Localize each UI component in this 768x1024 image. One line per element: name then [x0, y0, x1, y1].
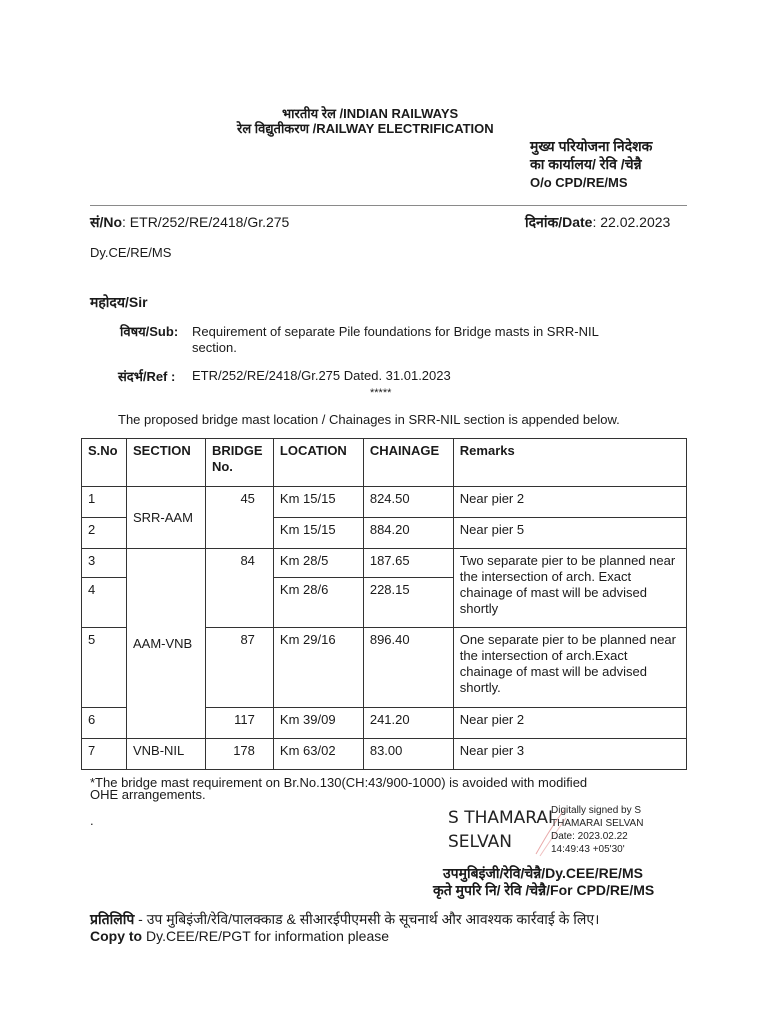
dot-mark: .: [90, 813, 94, 828]
cell-sno: 2: [82, 518, 127, 549]
col-header-remarks: Remarks: [453, 439, 686, 487]
cell-remarks: Two separate pier to be planned near the intersection of arch. Exact chainage of mast will be advised shortly: [453, 549, 686, 628]
copy-english-label: Copy to: [90, 928, 143, 944]
subject-line-1: Requirement of separate Pile foundations for Bridge masts in SRR-NIL: [192, 324, 599, 339]
col-header-sno: S.No: [82, 439, 127, 487]
copy-english: [90, 928, 389, 944]
signature-info-line-3: Date: 2023.02.22: [551, 831, 628, 842]
col-header-section: SECTION: [126, 439, 205, 487]
reference-label: संदर्भ/Ref :: [118, 369, 176, 384]
header-line-2: रेल विद्युतीकरण /RAILWAY ELECTRIFICATION: [237, 121, 494, 136]
date-value: : 22.02.2023: [592, 214, 671, 230]
col-header-location: LOCATION: [273, 439, 363, 487]
header-line-1: भारतीय रेल /INDIAN RAILWAYS: [282, 106, 459, 121]
cell-section: SRR-AAM: [126, 487, 205, 549]
cell-section: VNB-NIL: [126, 739, 205, 770]
cell-location: Km 15/15: [273, 518, 363, 549]
cell-bridge: 117: [205, 708, 273, 739]
cell-chainage: 228.15: [363, 578, 453, 628]
cell-remarks: Near pier 5: [453, 518, 686, 549]
copy-hindi: [90, 910, 599, 929]
cell-chainage: 884.20: [363, 518, 453, 549]
ref-number: [90, 213, 289, 232]
cell-location: Km 63/02: [273, 739, 363, 770]
subject-label: विषय/Sub:: [120, 324, 179, 339]
cell-location: Km 28/5: [273, 549, 363, 578]
cell-sno: 5: [82, 628, 127, 708]
cell-chainage: 241.20: [363, 708, 453, 739]
cell-chainage: 824.50: [363, 487, 453, 518]
cell-bridge: 178: [205, 739, 273, 770]
cell-sno: 3: [82, 549, 127, 578]
cell-chainage: 896.40: [363, 628, 453, 708]
signature-info-line-4: 14:49:43 +05'30': [551, 844, 625, 855]
ref-number-label: सं/No: [90, 214, 123, 230]
cell-chainage: 83.00: [363, 739, 453, 770]
signature-info-line-2: THAMARAI SELVAN: [551, 818, 644, 829]
addressee: Dy.CE/RE/MS: [90, 245, 172, 260]
col-header-chainage: CHAINAGE: [363, 439, 453, 487]
date-label: दिनांक/Date: [525, 214, 593, 230]
header-divider: [90, 205, 687, 206]
separator-stars: *****: [370, 387, 392, 399]
copy-hindi-label: प्रतिलिपि: [90, 911, 135, 927]
cell-remarks: One separate pier to be planned near the intersection of arch.Exact chainage of mast will be advised shortly.: [453, 628, 686, 708]
office-line-3: O/o CPD/RE/MS: [530, 175, 628, 190]
table-row: [82, 487, 687, 518]
cell-remarks: Near pier 3: [453, 739, 686, 770]
signature-name-line-2: SELVAN: [448, 832, 513, 852]
subject-line-2: section.: [192, 340, 237, 355]
cell-remarks: Near pier 2: [453, 708, 686, 739]
designation-line-1: उपमुबिइंजी/रेवि/चेन्नै/Dy.CEE/RE/MS: [443, 865, 643, 881]
cell-section: AAM-VNB: [126, 549, 205, 739]
bridge-mast-table: [81, 438, 687, 770]
cell-location: Km 15/15: [273, 487, 363, 518]
cell-location: Km 28/6: [273, 578, 363, 628]
cell-sno: 7: [82, 739, 127, 770]
table-row: [82, 739, 687, 770]
intro-text: The proposed bridge mast location / Chainages in SRR-NIL section is appended below.: [118, 412, 620, 427]
col-header-bridge: BRIDGE No.: [205, 439, 273, 487]
cell-location: Km 39/09: [273, 708, 363, 739]
cell-bridge: 45: [205, 487, 273, 549]
office-line-1: मुख्य परियोजना निदेशक: [530, 138, 653, 154]
designation-line-2: कृते मुपरि नि/ रेवि /चेन्नै/For CPD/RE/MS: [433, 882, 655, 898]
office-line-2: का कार्यालय/ रेवि /चेन्नै: [530, 156, 642, 172]
copy-hindi-text: - उप मुबिइंजी/रेवि/पालक्काड & सीआरईपीएमसी के सूचनार्थ और आवश्यक कार्रवाई के लिए।: [134, 911, 600, 927]
cell-sno: 4: [82, 578, 127, 628]
signature-info: [551, 804, 643, 856]
cell-sno: 1: [82, 487, 127, 518]
cell-bridge: 84: [205, 549, 273, 628]
reference-value: ETR/252/RE/2418/Gr.275 Dated. 31.01.2023: [192, 368, 451, 383]
footnote: *The bridge mast requirement on Br.No.130(CH:43/900-1000) is avoided with modified OHE arrangements.: [90, 775, 588, 802]
cell-remarks: Near pier 2: [453, 487, 686, 518]
letter-date: [525, 213, 670, 232]
signature-info-line-1: Digitally signed by S: [551, 805, 642, 816]
salutation: महोदय/Sir: [90, 294, 148, 310]
table-header-row: [82, 439, 687, 487]
signature-name-line-1: S THAMARAI: [448, 808, 554, 828]
cell-chainage: 187.65: [363, 549, 453, 578]
cell-sno: 6: [82, 708, 127, 739]
table-row: [82, 549, 687, 578]
cell-bridge: 87: [205, 628, 273, 708]
copy-english-text: Dy.CEE/RE/PGT for information please: [142, 928, 390, 944]
cell-location: Km 29/16: [273, 628, 363, 708]
ref-number-value: : ETR/252/RE/2418/Gr.275: [122, 214, 290, 230]
